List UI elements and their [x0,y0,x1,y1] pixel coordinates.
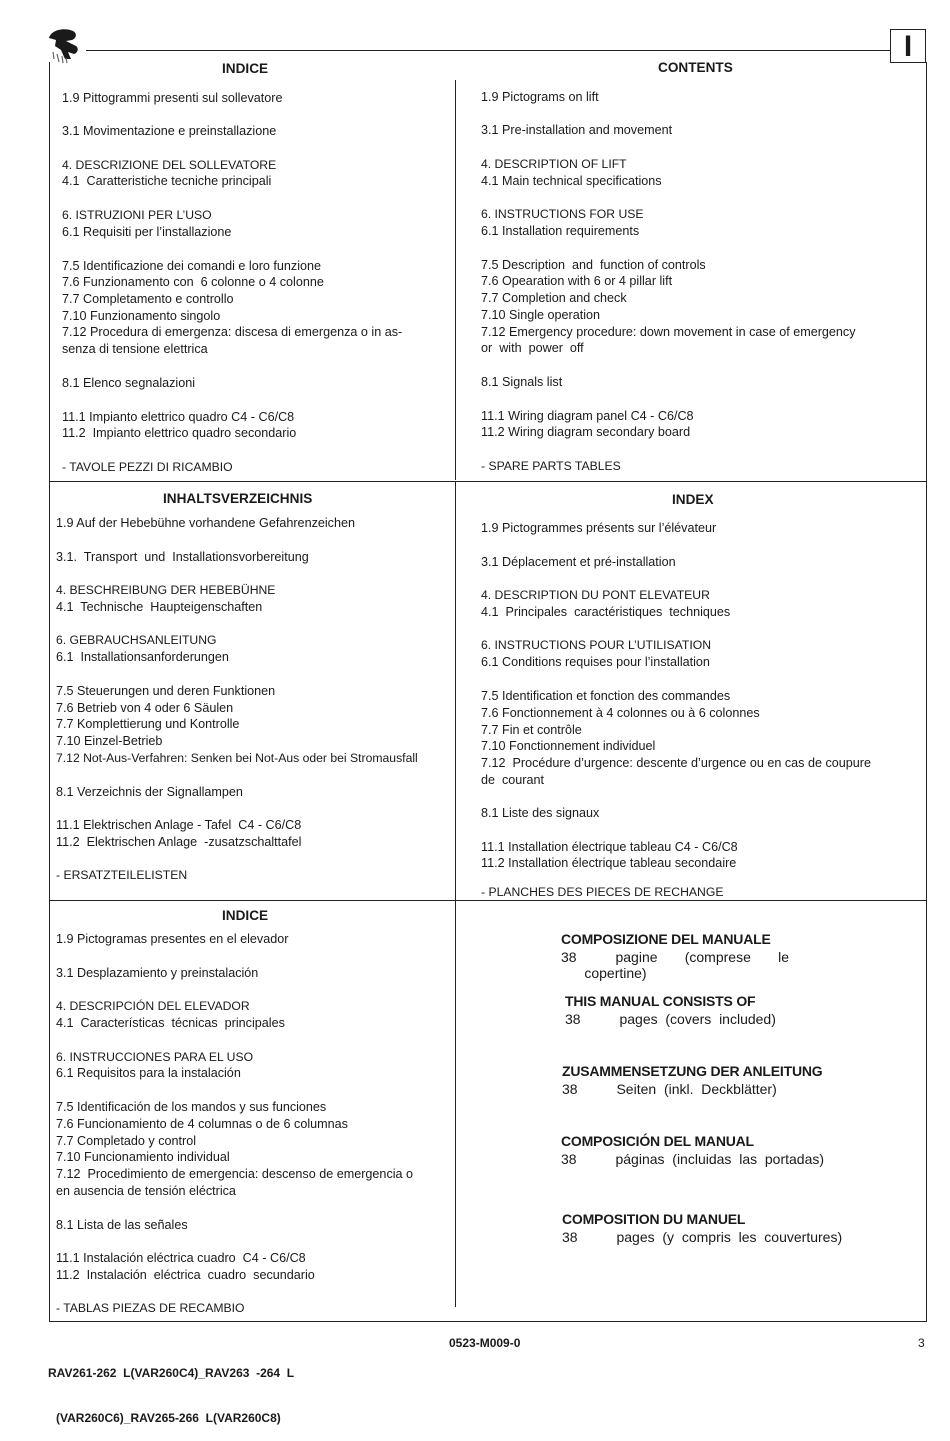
toc-item: 4.1 Technische Haupteigenschaften [56,600,263,614]
toc-item: 11.2 Wiring diagram secondary board [481,425,691,439]
toc-item: 7.12 Procédure d’urgence: descente d’urgence ou en cas de coupure [481,756,871,770]
toc-item: 7.6 Funcionamiento de 4 columnas o de 6 columnas [56,1117,348,1131]
footer-model [48,1336,294,1441]
toc-item: 7.12 Procedimiento de emergencia: descenso de emergencia o [56,1167,414,1181]
toc-item: - SPARE PARTS TABLES [481,459,621,473]
toc-item: 4.1 Principales caractéristiques techniques [481,605,731,619]
toc-item: - TAVOLE PEZZI DI RICAMBIO [62,460,233,474]
row-divider-1 [49,481,927,482]
toc-item: 8.1 Verzeichnis der Signallampen [56,785,243,799]
toc-item: 4. BESCHREIBUNG DER HEBEBÜHNE [56,583,276,597]
header-rule [86,50,890,51]
toc-item: 11.2 Elektrischen Anlage -zusatzschalttafel [56,835,302,849]
section-title: INDICE [222,61,269,76]
composition-heading: COMPOSIZIONE DEL MANUALE [561,931,771,947]
toc-item: 6.1 Requisitos para la instalación [56,1066,241,1080]
toc-item: 7.7 Komplettierung und Kontrolle [56,717,240,731]
toc-item: 7.5 Identificación de los mandos y sus funciones [56,1100,327,1114]
composition-line: 38 pages (covers included) [565,1011,776,1027]
toc-item: 11.2 Installation électrique tableau secondaire [481,856,737,870]
toc-item: - TABLAS PIEZAS DE RECAMBIO [56,1301,245,1315]
toc-item: 7.5 Description and function of controls [481,258,706,272]
toc-item: 4.1 Características técnicas principales [56,1016,285,1030]
footer-doc-code: 0523-M009-0 [449,1336,521,1350]
toc-item: 1.9 Pittogrammi presenti sul sollevatore [62,91,283,105]
toc-item: 1.9 Auf der Hebebühne vorhandene Gefahrenzeichen [56,516,355,530]
footer-model-line1: RAV261-262 L(VAR260C4)_RAV263 -264 L [48,1366,295,1380]
section-title: INDEX [672,492,714,507]
toc-item: 7.6 Opearation with 6 or 4 pillar lift [481,274,673,288]
toc-item: en ausencia de tensión eléctrica [56,1184,236,1198]
toc-item: 11.2 Impianto elettrico quadro secondario [62,426,297,440]
toc-item: 7.10 Single operation [481,308,601,322]
composition-german [562,1063,822,1097]
toc-item: - ERSATZTEILELISTEN [56,868,188,882]
toc-item: 8.1 Signals list [481,375,563,389]
toc-item: 4. DESCRIPTION DU PONT ELEVATEUR [481,588,710,602]
toc-item: 4. DESCRIZIONE DEL SOLLEVATORE [62,158,277,172]
toc-item: 3.1 Movimentazione e preinstallazione [62,124,277,138]
section-title: INDICE [222,908,269,923]
toc-item: or with power off [481,341,584,355]
toc-item: 6.1 Requisiti per l’installazione [62,225,232,239]
toc-item: 11.2 Instalación eléctrica cuadro secundario [56,1268,315,1282]
toc-item: 7.5 Steuerungen und deren Funktionen [56,684,276,698]
toc-item: 7.7 Fin et contrôle [481,723,582,737]
composition-spanish [561,1133,824,1167]
toc-item: de courant [481,773,545,787]
toc-item: 11.1 Instalación eléctrica cuadro C4 - C6/C8 [56,1251,306,1265]
toc-item: 7.6 Betrieb von 4 oder 6 Säulen [56,701,234,715]
toc-item: senza di tensione elettrica [62,342,208,356]
toc-item: 3.1. Transport und Installationsvorbereitung [56,550,309,564]
section-title: INHALTSVERZEICHNIS [163,491,313,506]
toc-item: 1.9 Pictogramas presentes en el elevador [56,932,289,946]
toc-item: 6. GEBRAUCHSANLEITUNG [56,633,217,647]
toc-item: 7.10 Funzionamento singolo [62,309,221,323]
toc-item: 8.1 Elenco segnalazioni [62,376,196,390]
toc-item: 7.6 Fonctionnement à 4 colonnes ou à 6 colonnes [481,706,760,720]
composition-heading: COMPOSITION DU MANUEL [562,1211,746,1227]
composition-line: copertine) [561,965,647,981]
toc-item: 11.1 Installation électrique tableau C4 - C6/C8 [481,840,738,854]
composition-french [562,1211,842,1245]
toc-item: 7.5 Identificazione dei comandi e loro funzione [62,259,322,273]
composition-heading: COMPOSICIÓN DEL MANUAL [561,1133,754,1149]
toc-item: 7.7 Completamento e controllo [62,292,234,306]
composition-line: 38 Seiten (inkl. Deckblätter) [562,1081,777,1097]
toc-item: 7.5 Identification et fonction des commandes [481,689,731,703]
toc-item: 7.12 Procedura di emergenza: discesa di emergenza o in as- [62,325,403,339]
toc-item: 6. ISTRUZIONI PER L’USO [62,208,212,222]
toc-item: 6. INSTRUCTIONS POUR L’UTILISATION [481,638,712,652]
column-divider-mid [455,482,456,900]
toc-item: 6.1 Installationsanforderungen [56,650,229,664]
toc-item: 8.1 Liste des signaux [481,806,600,820]
toc-item: 4. DESCRIPCIÓN DEL ELEVADOR [56,999,250,1013]
toc-item: 7.10 Funcionamiento individual [56,1150,230,1164]
composition-heading: THIS MANUAL CONSISTS OF [565,993,756,1009]
toc-item: 6. INSTRUCTIONS FOR USE [481,207,644,221]
toc-item: - PLANCHES DES PIECES DE RECHANGE [481,885,724,899]
toc-item: 6.1 Conditions requises pour l’installation [481,655,710,669]
toc-item: 7.12 Emergency procedure: down movement in case of emergency [481,325,856,339]
toc-item: 7.7 Completion and check [481,291,627,305]
toc-item: 7.10 Fonctionnement individuel [481,739,656,753]
toc-item: 3.1 Pre-installation and movement [481,123,673,137]
company-logo [46,26,86,64]
toc-item: 3.1 Déplacement et pré-installation [481,555,676,569]
language-indicator: I [890,29,926,63]
toc-item: 3.1 Desplazamiento y preinstalación [56,966,259,980]
toc-item: 11.1 Impianto elettrico quadro C4 - C6/C8 [62,410,295,424]
toc-item: 1.9 Pictogrammes présents sur l’élévateur [481,521,717,535]
composition-line: 38 pagine (comprese le [561,949,789,965]
toc-item: 7.7 Completado y control [56,1134,197,1148]
column-divider-top [455,80,456,480]
toc-item: 8.1 Lista de las señales [56,1218,188,1232]
toc-item: 6. INSTRUCCIONES PARA EL USO [56,1050,254,1064]
composition-line: 38 páginas (incluidas las portadas) [561,1151,825,1167]
footer-model-line2: (VAR260C6)_RAV265-266 L(VAR260C8) [56,1411,281,1425]
toc-item: 4.1 Caratteristiche tecniche principali [62,174,272,188]
composition-english [565,993,776,1027]
column-divider-bottom [455,901,456,1307]
toc-item: 7.6 Funzionamento con 6 colonne o 4 colonne [62,275,324,289]
toc-item: 11.1 Elektrischen Anlage - Tafel C4 - C6/C8 [56,818,302,832]
composition-italian [561,931,826,981]
toc-item: 11.1 Wiring diagram panel C4 - C6/C8 [481,409,694,423]
composition-heading: ZUSAMMENSETZUNG DER ANLEITUNG [562,1063,823,1079]
toc-item: 6.1 Installation requirements [481,224,640,238]
toc-item: 7.10 Einzel-Betrieb [56,734,163,748]
toc-item: 7.12 Not-Aus-Verfahren: Senken bei Not-Aus oder bei Stromausfall [56,751,418,765]
toc-item: 4. DESCRIPTION OF LIFT [481,157,627,171]
toc-item: 4.1 Main technical specifications [481,174,662,188]
page-number: 3 [918,1336,925,1350]
toc-item: 1.9 Pictograms on lift [481,90,599,104]
composition-line: 38 pages (y compris les couvertures) [562,1229,843,1245]
section-title: CONTENTS [658,60,733,75]
